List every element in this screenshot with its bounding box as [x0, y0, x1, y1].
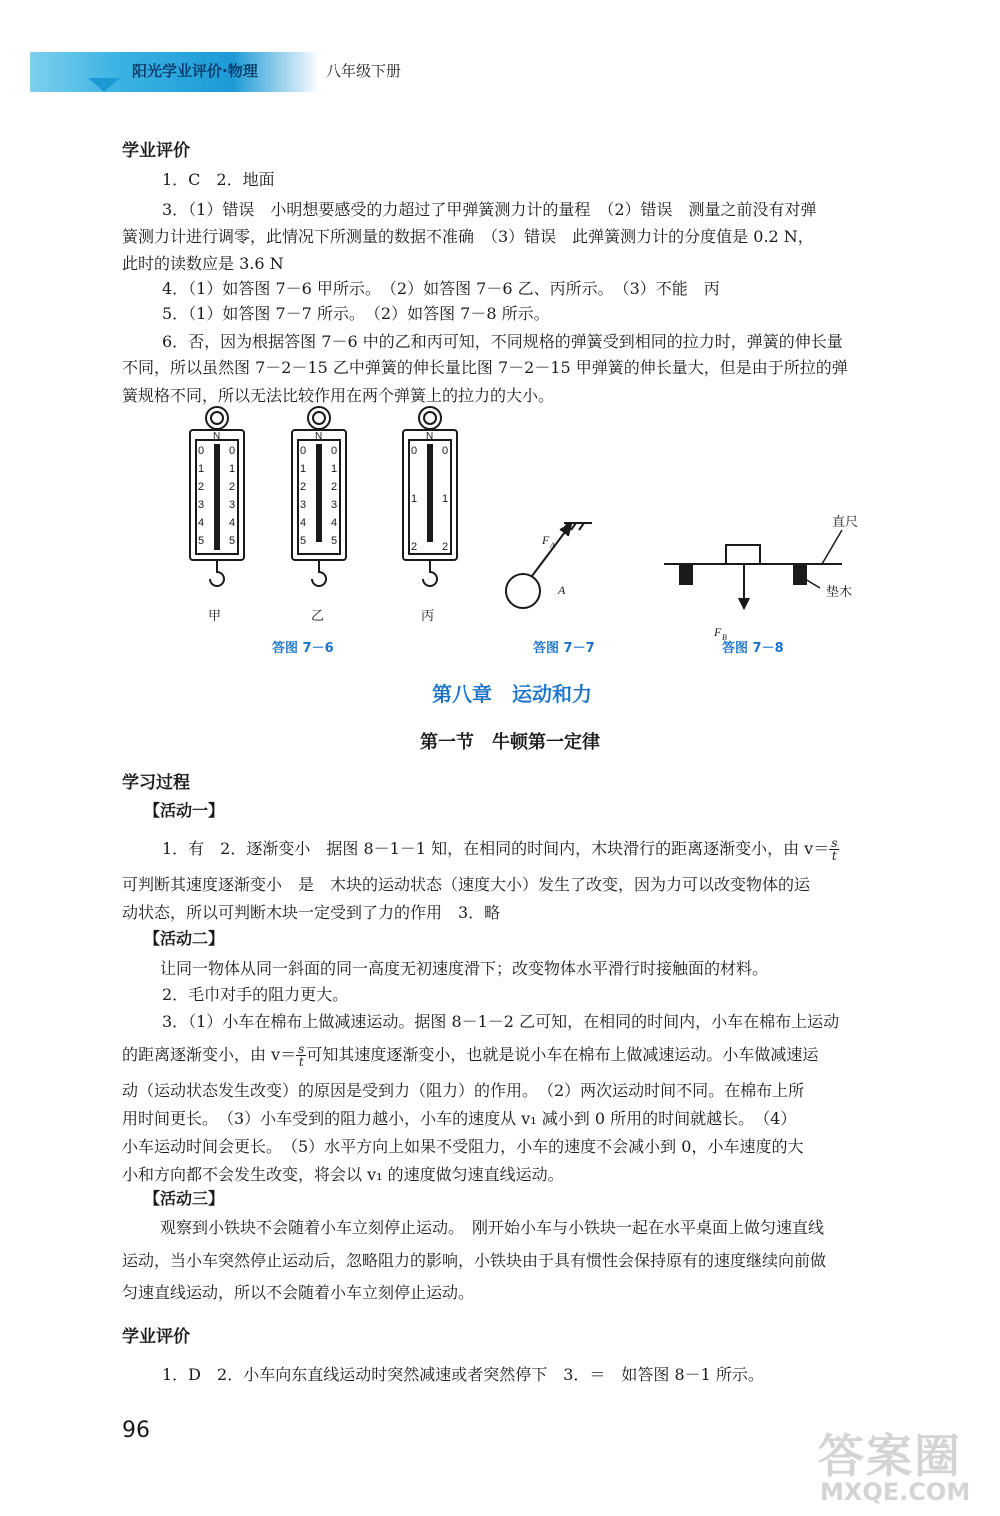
answer-line: 匀速直线运动，所以不会随着小车立刻停止运动。	[122, 1283, 475, 1302]
answer-line: 1．D 2．小车向东直线运动时突然减速或者突然停下 3．＝ 如答图 8－1 所示。	[162, 1365, 764, 1384]
scale-tick-label-jia: 4	[229, 517, 236, 529]
scale-tick-label-bing: 1	[411, 493, 418, 505]
answer-line: 动状态，所以可判断木块一定受到了力的作用 3．略	[122, 903, 501, 922]
scale-tick-label-yi: 5	[300, 535, 307, 547]
scale-tick-label-jia: 3	[198, 499, 205, 511]
scale-tick-label-yi: 5	[331, 535, 338, 547]
answer-line: 此时的读数应是 3.6 N	[122, 254, 284, 273]
answer-line: 不同，所以虽然图 7－2－15 乙中弹簧的伸长量比图 7－2－15 甲弹簧的伸长量大，但是由于所拉的弹	[122, 358, 848, 377]
diagram-7-8	[664, 530, 842, 608]
answer-line: 1．C 2．地面	[162, 170, 275, 189]
answer-line: 观察到小铁块不会随着小车立刻停止运动。 刚开始小车与小铁块一起在水平桌面上做匀速直线	[160, 1218, 825, 1237]
answer-line: 让同一物体从同一斜面的同一高度无初速度滑下；改变物体水平滑行时接触面的材料。	[160, 959, 769, 978]
force-label-fb: F	[714, 625, 722, 639]
caption-7-7: 答图 7－7	[533, 641, 595, 656]
header-band-tip	[88, 78, 120, 92]
scale-tick-label-bing: 0	[411, 445, 418, 457]
answer-line: 用时间更长。 （3）小车受到的阻力越小，小车的速度从 v₁ 减小到 0 所用的时间就越长。 （4）	[122, 1109, 797, 1128]
label-ruler: 直尺	[832, 515, 859, 530]
activity-heading-1: 【活动一】	[144, 801, 225, 820]
figure-area	[180, 402, 880, 660]
answer-line: 6．否，因为根据答图 7－6 中的乙和丙可知，不同规格的弹簧受到相同的拉力时，弹簧的伸长量	[162, 332, 843, 351]
scale-tick-label-bing: 2	[442, 541, 449, 553]
section-heading-evaluation: 学业评价	[122, 141, 190, 161]
point-label-a: A	[558, 583, 566, 597]
scale-tick-label-yi: 1	[300, 463, 307, 475]
scale-tick-label-yi: 0	[300, 445, 307, 457]
answer-line: 的距离逐渐变小，由 v＝ $\frac{s}{t}$ 可知其速度逐渐变小，也就是说小车在棉布上做减速运动。小车做减速运	[122, 1042, 819, 1069]
answer-line: 5．（1）如答图 7－7 所示。 （2）如答图 7－8 所示。	[162, 304, 550, 323]
scale-tick-label-jia: 1	[198, 463, 205, 475]
scale-unit-n: N	[213, 431, 221, 442]
answer-line: 4．（1）如答图 7－6 甲所示。 （2）如答图 7－6 乙、丙所示。 （3）不能 丙	[162, 279, 720, 298]
scale-tick-label-jia: 2	[198, 481, 205, 493]
answer-line: 可判断其速度逐渐变小 是 木块的运动状态（速度大小）发生了改变，因为力可以改变物体的运	[122, 875, 811, 894]
label-bing: 丙	[421, 609, 435, 624]
section-title: 第一节 牛顿第一定律	[420, 732, 600, 753]
scale-tick-label-bing: 1	[442, 493, 449, 505]
book-series-title: 阳光学业评价·物理	[132, 62, 258, 80]
scale-tick-label-jia: 2	[229, 481, 236, 493]
scale-tick-label-yi: 2	[300, 481, 307, 493]
book-grade: 八年级下册	[326, 62, 402, 80]
fraction-s-over-t: $\frac{s}{t}$	[298, 1042, 305, 1069]
scale-unit-n: N	[426, 431, 434, 442]
answer-line: 运动，当小车突然停止运动后，忽略阻力的影响，小铁块由于具有惯性会保持原有的速度继续向前做	[122, 1251, 827, 1270]
scale-tick-label-yi: 3	[331, 499, 338, 511]
answer-line: 3．（1）错误 小明想要感受的力超过了甲弹簧测力计的量程 （2）错误 测量之前没有对弹	[162, 200, 817, 219]
section-heading-process: 学习过程	[122, 773, 190, 793]
scale-tick-label-jia: 3	[229, 499, 236, 511]
scale-tick-label-yi: 2	[331, 481, 338, 493]
answer-line: 2．毛巾对手的阻力更大。	[162, 985, 349, 1004]
scale-tick-label-bing: 0	[442, 445, 449, 457]
force-label-fb-sub: B	[722, 633, 727, 642]
caption-7-6: 答图 7－6	[272, 641, 334, 656]
scale-tick-label-yi: 4	[300, 517, 307, 529]
answer-line: 簧测力计进行调零，此情况下所测量的数据不准确 （3）错误 此弹簧测力计的分度值是 0.2 N，	[122, 227, 814, 246]
scale-tick-label-jia: 0	[198, 445, 205, 457]
answer-line: 小车运动时间会更长。 （5）水平方向上如果不受阻力，小车的速度不会减小到 0，小车速度的大	[122, 1137, 804, 1156]
scale-tick-label-yi: 0	[331, 445, 338, 457]
answer-line: 动（运动状态发生改变）的原因是受到力（阻力）的作用。 （2）两次运动时间不同。在棉布上所	[122, 1081, 805, 1100]
caption-7-8: 答图 7－8	[722, 641, 784, 656]
scale-tick-label-yi: 1	[331, 463, 338, 475]
watermark-site: MXQE.COM	[820, 1478, 971, 1506]
label-block: 垫木	[826, 585, 853, 600]
scale-tick-label-jia: 1	[229, 463, 236, 475]
label-jia: 甲	[208, 609, 222, 624]
scale-unit-n: N	[315, 431, 323, 442]
scale-tick-label-jia: 0	[229, 445, 236, 457]
scale-tick-label-bing: 2	[411, 541, 418, 553]
section-heading-evaluation-2: 学业评价	[122, 1327, 190, 1347]
force-label-fa-sub: A	[550, 541, 555, 550]
chapter-title: 第八章 运动和力	[432, 682, 592, 706]
label-yi: 乙	[311, 609, 325, 624]
answer-line: 簧规格不同，所以无法比较作用在两个弹簧上的拉力的大小。	[122, 386, 555, 405]
answer-line: 1．有 2．逐渐变小 据图 8－1－1 知，在相同的时间内，木块滑行的距离逐渐变小，由 v＝ $\frac{s}{t}$	[162, 836, 838, 863]
activity-heading-2: 【活动二】	[144, 929, 225, 948]
fraction-s-over-t: $\frac{s}{t}$	[831, 836, 838, 863]
watermark-logo: 答案圈	[818, 1429, 962, 1483]
answer-line: 3．（1）小车在棉布上做减速运动。据图 8－1－2 乙可知，在相同的时间内，小车在棉布上运动	[162, 1012, 840, 1031]
scale-tick-label-jia: 4	[198, 517, 205, 529]
scale-tick-label-yi: 3	[300, 499, 307, 511]
scale-tick-label-jia: 5	[198, 535, 205, 547]
scale-tick-label-yi: 4	[331, 517, 338, 529]
force-label-fa: F	[542, 533, 550, 547]
page-number: 96	[122, 1418, 150, 1443]
scale-tick-label-jia: 5	[229, 535, 236, 547]
answer-line: 小和方向都不会发生改变，将会以 v₁ 的速度做匀速直线运动。	[122, 1165, 564, 1184]
activity-heading-3: 【活动三】	[144, 1189, 225, 1208]
